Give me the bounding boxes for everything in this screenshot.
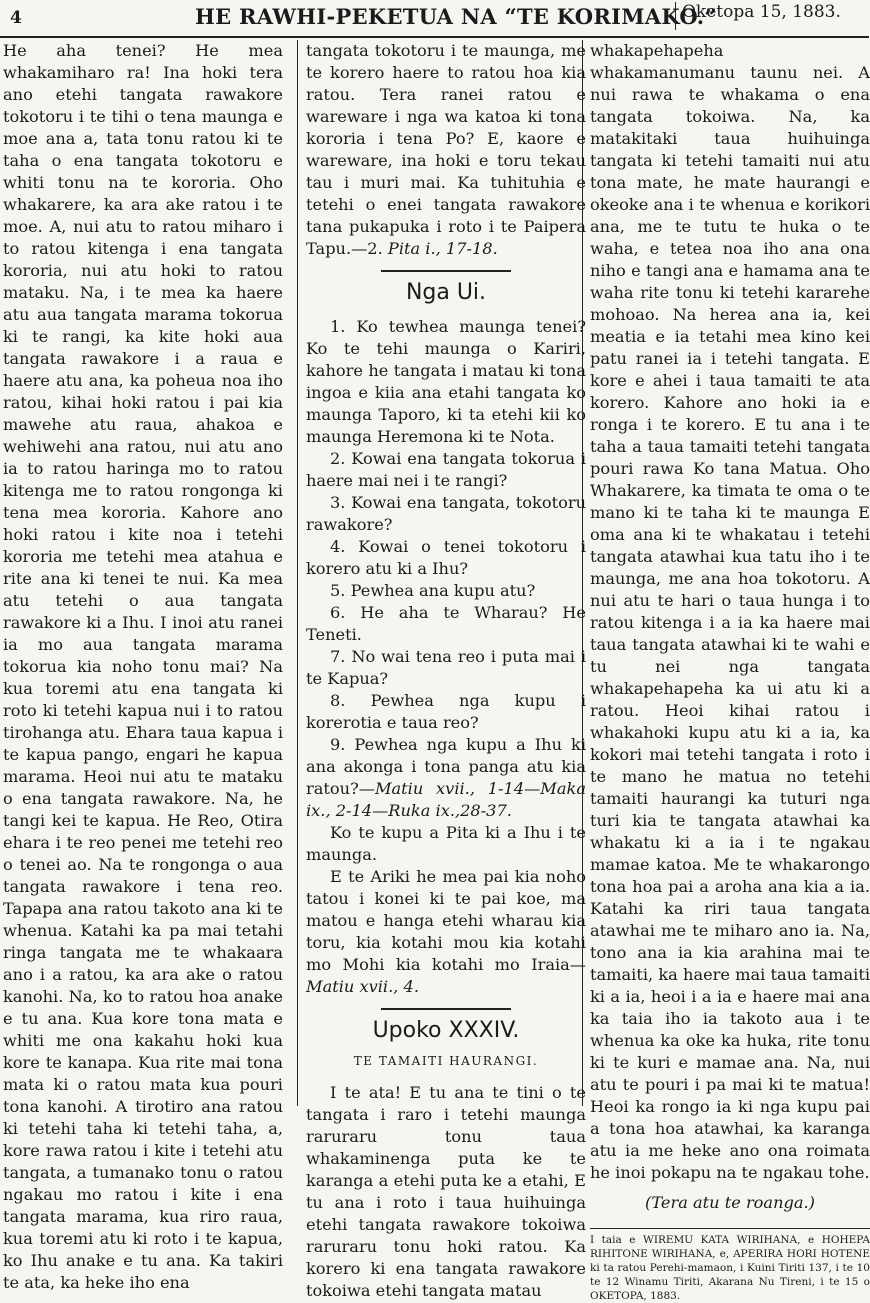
column-3 xyxy=(590,40,870,1302)
column-2 xyxy=(306,40,586,1300)
body-paragraph: whakapehapeha whakamanumanu taunu nei. A nui rawa te whakama o ena tangata tokoiwa. Na, ka matakitaki taua huihuinga tangata ki tetehi tamaiti nui atu tona mate, he mate haurangi e okeoke ana i te whenua e korikori ana, me te tutu te huka o te waha, e tetea noa iho ana ona niho e tangi ana e hamama ana te waha rite tonu ki tetehi kararehe mohoao. Na herea ana ia, kei meatia e ia tetahi mea kino kei patu ranei ia i tetehi tangata. E kore e ahei i taua tamaiti te ata korero. Kahore ano hoki ia e ronga i te korero. E tu ana i te taha a taua tamaiti tetehi tangata pouri rawa Ko tana Matua. Oho Whakarere, ka timata te oma o te mano ki te taha ki te maunga E oma ana ki te whakatau i tetehi tangata atawhai kua tatu iho i te maunga, me ana hoa tokotoru. A nui atu te hari o taua hunga i to ratou kitenga i a ia ka haere mai taua tangata atawhai ki te wahi e tu nei nga tangata whakapehapeha ka ui atu ki a ratou. Heoi kihai ratou i whakahoki kupu atu ki a ia, ka kokori mai tetehi tangata i roto i te mano he matua no tetehi tamaiti haurangi ka tuturi nga turi kia te tangata atawhai ka whakatu ki a ia i te ngakau mamae katoa. Me te whakarongo tona hoa pai a aroha ana kia a ia. Katahi ka riri taua tangata atawhai me te miharo ano ia. Na, tono ana ia kia arahina mai te tamaiti, ka haere mai taua tamaiti ki a ia, heoi i a ia e haere mai ana ka taia iho ia takoto aua i te whenua ka oke ka huka, rite tonu ki te kuri e mamae ana. Na, nui atu te pouri i pa mai ki te matua! Heoi ka rongo ia ki nga kupu pai a tona hoa atawhai, ka karanga atu ia me heke ano ona roimata he inoi pokapu na te ngakau tohe. xyxy=(590,41,870,1182)
printer-imprint: I taia e WIREMU KATA WIRIHANA, e HOHEPA RIHITONE WIRIHANA, e, APERIRA HORI HOTENE ki ta ratou Perehi-mamaon, i Kuini Tiriti 137, i te 10 te 12 Winamu Tiriti, Akarana Nu Tireni, i te 15 o OKETOPA, 1883. xyxy=(590,1228,870,1303)
column-rule xyxy=(297,40,298,1106)
body-paragraph: E te Ariki he mea pai kia noho tatou i konei ki te pai koe, ma matou e hanga etehi wharau kia toru, kia kotahi mou kia kotahi mo Mohi kia kotahi mo Iraia—Matiu xvii., 4. xyxy=(306,867,586,996)
section-title: Upoko XXXIV. xyxy=(372,1018,520,1043)
section-title: Nga Ui. xyxy=(405,280,487,305)
continued-note: (Tera atu te roanga.) xyxy=(645,1193,815,1212)
body-paragraph: I te ata! E tu ana te tini o te tangata i raro i tetehi maunga raruraru tonu taua whakaminenga puta ke te karanga a etehi puta ke a etahi, E tu ana i roto i taua huihuinga etehi tangata rawakore tokoiwa raruraru tonu hoki ratou. Ka korero ki ena tangata rawakore tokoiwa etehi tangata matau xyxy=(306,1083,586,1300)
question-item: 7. No wai tena reo i puta mai i te Kapua? xyxy=(306,647,586,688)
section-subtitle: TE TAMAITI HAURANGI. xyxy=(353,1054,539,1068)
question-item: 8. Pewhea nga kupu i korerotia e taua reo? xyxy=(306,691,586,732)
page-number: 4 xyxy=(10,8,22,28)
section-divider xyxy=(381,270,511,272)
question-item: 9. Pewhea nga kupu a Ihu ki ana akonga i tona panga atu kia ratou?—Matiu xvii., 1-14—Maka ix., 2-14—Ruka ix.,28-37. xyxy=(306,735,586,820)
question-item: 6. He aha te Wharau? He Teneti. xyxy=(306,603,586,644)
column-1 xyxy=(3,40,283,1292)
question-item: 1. Ko tewhea maunga tenei? Ko te tehi maunga o Kariri, kahore he tangata i matau ki tona ingoa e kiia ana etahi tangata ko maunga Taporo, ki ta etehi kii ko maunga Heremona ki te Nota. xyxy=(306,317,586,446)
question-list xyxy=(306,316,586,998)
body-paragraph: He aha tenei? He mea whakamiharo ra! Ina hoki tera ano etehi tangata rawakore tokotoru i te tihi o tena maunga e moe ana a, tata tonu ratou ki te taha o ena tangata tokotoru e whiti tonu na te kororia. Oho whakarere, ka ara ake ratou i te moe. A, nui atu to ratou miharo i to ratou kitenga i ena tangata kororia, nui atu hoki to ratou mataku. Na, i te mea ka haere atu aua tangata marama tokorua ki te rangi, ka kite hoki aua tangata rawakore i a raua e haere atu ana, ka poheua noa iho ratou, kihai hoki ratou i pai kia mawehe atu raua, ahakoa e wehiwehi ana ratou, nui atu ano ia to ratou haringa mo to ratou kitenga me to ratou rongonga ki tena mea kororia. Kahore ano hoki ratou i kite noa i tetehi kororia me tetehi mea atahua e rite ana ki tenei te nui. Ka mea atu tetehi o aua tangata rawakore ki a Ihu. I inoi atu ranei ia mo aua tangata marama tokorua kia noho tonu mai? Na kua toremi atu ena tangata ki roto ki tetehi kapua nui i to ratou tirohanga atu. Ehara taua kapua i te kapua pango, engari he kapua marama. Heoi nui atu te mataku o ena tangata rawakore. Na, he tangi kei te kapua. He Reo, Otira ehara i te reo penei me tetehi reo o tenei ao. Na te rongonga o aua tangata rawakore i tena reo. Tapapa ana ratou takoto ana ki te whenua. Katahi ka pa mai tetahi ringa tangata me te whakaara ano i a ratou, ka ara ake o ratou kanohi. Na, ko to ratou hoa anake e tu ana. Kua kore tona mata e whiti me ona kakahu hoki kua kore te kanapa. Kua rite mai tona mata ki o ratou mata kua pouri tona kanohi. A tirotiro ana ratou ki tetehi taha ki tetehi taha, a, kore rawa ratou i kite i tetehi atu tangata, a tumanako tonu o ratou ngakau mo ratou i kite i ena tangata marama, kua riro raua, kua toremi atu ki roto i te kapua, ko Ihu anake e tu ana. Ka takiri te ata, ka heke iho ena xyxy=(3,41,283,1292)
scripture-reference: Matiu xvii., 4. xyxy=(306,977,419,996)
question-item: 4. Kowai o tenei tokotoru i korero atu ki a Ihu? xyxy=(306,537,586,578)
masthead-title: HE RAWHI-PEKETUA NA “TE KORIMAKO.” xyxy=(195,4,717,29)
scripture-reference: Matiu xvii., 1-14—Maka ix., 2-14—Ruka ix.,28-37. xyxy=(306,779,586,820)
section-divider xyxy=(381,1008,511,1010)
page-header xyxy=(0,0,869,38)
question-item: 2. Kowai ena tangata tokorua i haere mai nei i te rangi? xyxy=(306,449,586,490)
question-item: 5. Pewhea ana kupu atu? xyxy=(330,581,536,600)
issue-date: Oketopa 15, 1883. xyxy=(675,2,841,30)
body-paragraph: Ko te kupu a Pita ki a Ihu i te maunga. xyxy=(306,823,586,864)
scripture-reference: Pita i., 17-18. xyxy=(387,239,498,258)
body-paragraph: tangata tokotoru i te maunga, me te korero haere to ratou hoa kia ratou. Tera ranei ratou e wareware i nga wa katoa ki tona kororia i tena Po? E, kaore e wareware, ina hoki e toru tekau tau i muri mai. Ka tuhituhia e tetehi o enei tangata rawakore tana pukapuka i roto i te Paipera Tapu.—2. Pita i., 17-18. xyxy=(306,41,586,258)
question-item: 3. Kowai ena tangata, tokotoru rawakore? xyxy=(306,493,586,534)
